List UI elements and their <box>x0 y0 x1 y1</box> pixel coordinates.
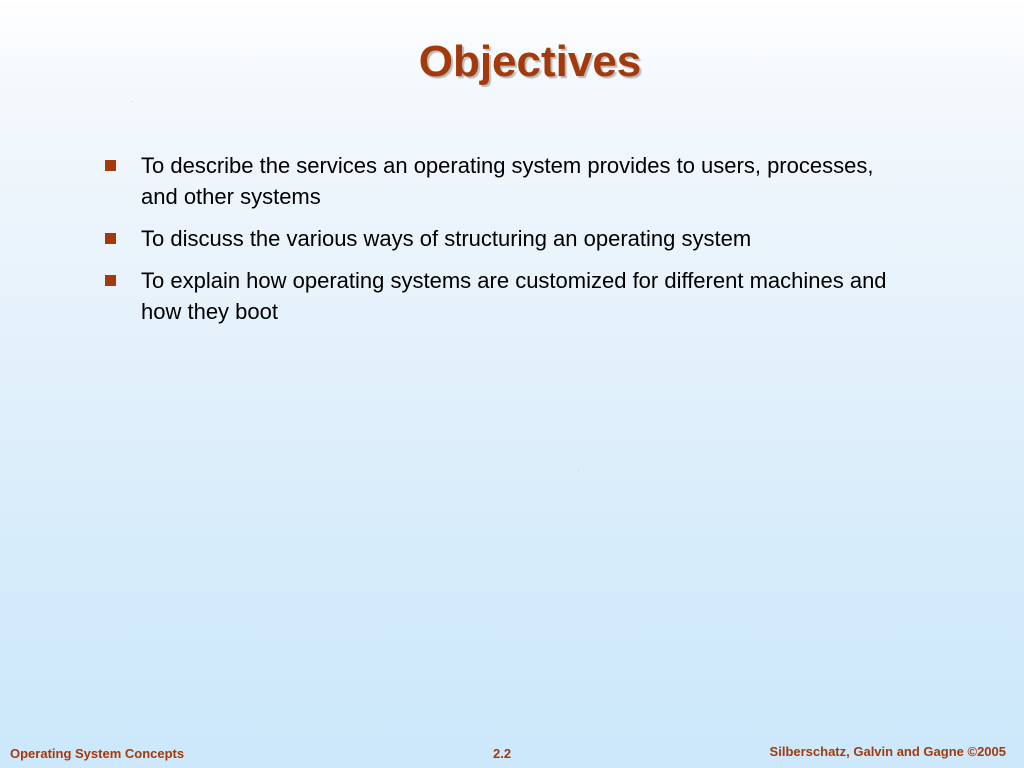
square-bullet-icon <box>105 233 116 244</box>
bullet-item <box>103 223 903 254</box>
bullet-item <box>103 265 903 327</box>
footer-copyright: Silberschatz, Galvin and Gagne ©2005 <box>769 744 1006 759</box>
bullet-text: To explain how operating systems are customized for different machines and how they boot <box>141 268 887 324</box>
decorative-dot <box>578 470 579 471</box>
bullet-item <box>103 150 903 212</box>
decorative-dot <box>131 101 132 102</box>
square-bullet-icon <box>105 160 116 171</box>
bullet-text: To describe the services an operating system provides to users, processes, and other systems <box>141 153 874 209</box>
bullet-list <box>103 150 903 338</box>
footer-course-title: Operating System Concepts <box>10 746 185 761</box>
bullet-text: To discuss the various ways of structuring an operating system <box>141 226 752 251</box>
footer-slide-number: 2.2 <box>493 746 512 761</box>
square-bullet-icon <box>105 275 116 286</box>
slide-title: Objectives <box>418 37 642 86</box>
